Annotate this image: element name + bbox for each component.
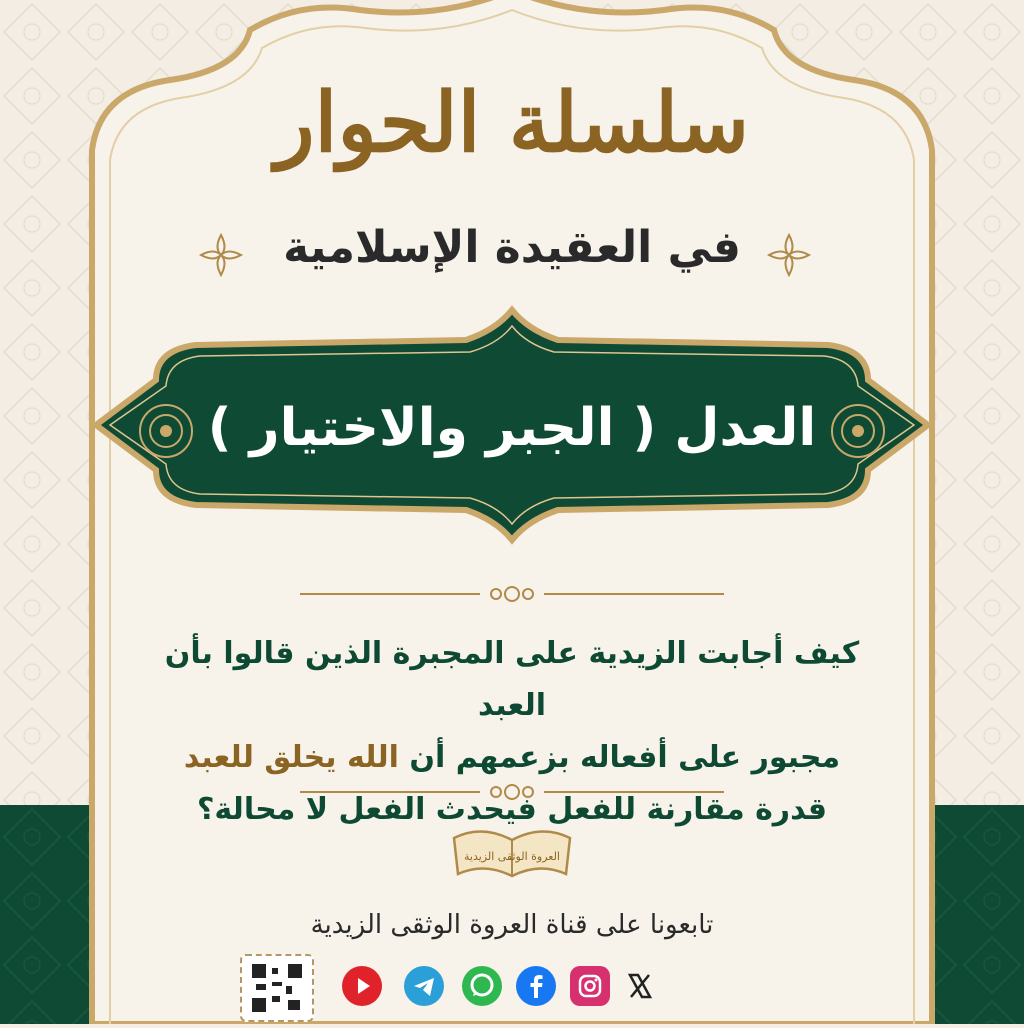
follow-text: تابعونا على قناة العروة الوثقى الزيدية: [310, 910, 714, 940]
youtube-icon[interactable]: [342, 966, 382, 1006]
logo-text: العروة الوثقى الزيدية: [463, 850, 561, 863]
floral-ornament-icon: [764, 230, 814, 280]
divider-top: [300, 584, 724, 604]
question-line-2: [130, 732, 894, 784]
x-icon[interactable]: [620, 966, 660, 1006]
page-title: سلسلة الحوار: [274, 75, 750, 171]
telegram-icon[interactable]: [404, 966, 444, 1006]
question-line-2-text: مجبور على أفعاله بزعمهم أن: [398, 740, 841, 775]
banner-title: العدل ( الجبر والاختيار ): [207, 398, 817, 458]
question-highlight: الله يخلق للعبد: [183, 740, 399, 775]
facebook-icon[interactable]: [516, 966, 556, 1006]
whatsapp-icon[interactable]: [462, 966, 502, 1006]
page-subtitle: في العقيدة الإسلامية: [283, 222, 741, 273]
question-line-1: كيف أجابت الزيدية على المجبرة الذين قالوا بأن العبد: [164, 636, 860, 723]
question-text: [130, 628, 894, 836]
instagram-icon[interactable]: [570, 966, 610, 1006]
channel-logo: [448, 818, 576, 882]
question-line-3: قدرة مقارنة للفعل فيحدث الفعل لا محالة؟: [196, 792, 828, 827]
divider-bottom: [300, 782, 724, 802]
qr-code[interactable]: [240, 954, 314, 1022]
